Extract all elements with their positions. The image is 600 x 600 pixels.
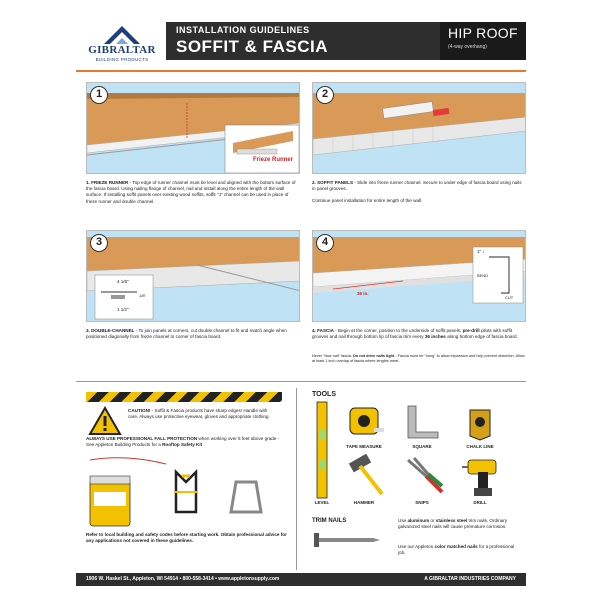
tool-label: HAMMER — [353, 500, 375, 505]
caution-text: CAUTION! - Soffit & Fascia products have sharp edges! Handle with care. Always use protective eyewear, gloves and appropriate clothing. — [128, 408, 270, 419]
dim-1-label: 1" ↕ — [477, 249, 485, 254]
tool-label: LEVEL — [314, 500, 330, 505]
warning-icon — [88, 406, 122, 436]
roof-type: HIP ROOF — [448, 25, 518, 41]
square-icon — [402, 402, 442, 442]
step-2-text-continued: Continue panel installation for entire length of the wall. — [312, 198, 423, 203]
footer-address: 1906 W. Haskel St., Appleton, WI 54914 • 800-558-3414 • www.appletonsupply.com — [86, 576, 280, 582]
refer-codes-text: Refer to local building and safety codes before starting work. Obtain professional advice for any applications not covered in these guidelines. — [86, 532, 287, 543]
dim-bend-label: BEND — [477, 273, 489, 278]
instruction-sheet — [76, 18, 526, 588]
tool-label: DRILL — [473, 500, 487, 505]
fall-protection-text: ALWAYS USE PROFESSIONAL FALL PROTECTION when working over 6 feet above grade - See Appleton Building Products for a Rooftop Safety Kit — [86, 436, 280, 447]
step-body: - Top edge of runner channel must be level and aligned with the bottom surface of the fascia board. Using nailing flange of channel, nail and install along the entire length of the wall surface. If installing soffit panels over existing wood soffits, soffit "J" channel can be used in place of frieze runner and double channel. — [86, 180, 296, 204]
dim-cut-label: CUT — [505, 295, 514, 300]
frieze-runner-callout: Frieze Runner — [253, 157, 294, 163]
step-number: 2 — [316, 86, 334, 104]
logo-subtitle: BUILDING PRODUCTS — [95, 57, 149, 62]
step-4-text: 4. FASCIA - Begin at the corner, position to the underside of soffit panels, pre-drill pilots with soffit grooves and nail through bottom lip of fascia trim every 36 inches along bottom edge of fascia board. — [312, 328, 518, 340]
logo — [82, 22, 162, 66]
step-body: - Slide into frieze runner channel. Secure to under edge of fascia board using nails in panel grooves. — [312, 180, 522, 192]
header-subtitle: INSTALLATION GUIDELINES — [176, 25, 310, 35]
step-2-illustration — [312, 82, 526, 174]
hammer-icon — [344, 454, 388, 498]
snips-icon — [402, 454, 446, 498]
page-title: SOFFIT & FASCIA — [176, 37, 328, 56]
overhang-note: (4-way overhang) — [448, 44, 487, 50]
step-label: 3. DOUBLE-CHANNEL — [86, 328, 135, 333]
logo-roof-icon — [82, 22, 162, 46]
step-3-illustration — [86, 230, 300, 322]
eave-soffit-panels-icon — [313, 83, 526, 174]
drill-icon — [460, 454, 504, 498]
trim-nails-text-1: Use aluminum or stainless steel trim nails. Ordinary galvanized steel nails will cause premature corrosion. — [398, 518, 508, 529]
tools-title: TOOLS — [312, 391, 336, 398]
footer-company: A GIBRALTAR INDUSTRIES COMPANY — [424, 576, 516, 582]
column-divider — [296, 388, 297, 570]
section-divider — [76, 381, 526, 382]
tape-measure-icon — [344, 402, 384, 442]
header-divider — [76, 70, 526, 72]
safety-kit-icon — [86, 452, 286, 532]
tool-label: CHALK LINE — [466, 444, 494, 449]
step-label: 1. FRIEZE RUNNER — [86, 180, 129, 185]
step-number: 1 — [90, 86, 108, 104]
dim-36-label: 36 in. — [357, 291, 369, 296]
step-label: 4. FASCIA — [312, 328, 334, 333]
step-2-text — [312, 180, 526, 192]
dim-label-2: 1 1/2" — [117, 307, 129, 312]
step-3-text — [86, 328, 300, 340]
tool-label: SNIPS — [415, 500, 429, 505]
fascia-install-icon — [313, 231, 526, 322]
logo-brand: GIBRALTAR — [88, 44, 156, 56]
step-body: - To join panels at corners, cut double channel to fit and match angle when positioned diagonally from frieze channel to corner of fascia board. — [86, 328, 287, 340]
step-4-illustration — [312, 230, 526, 322]
footer — [76, 573, 526, 586]
nail-icon — [312, 530, 382, 550]
dim-label-1: 4 1/8" — [117, 279, 129, 284]
trim-nails-title: TRIM NAILS — [312, 518, 347, 524]
step-4-note: Never "face nail" fascia. Do not drive nails tight - Fascia must be "hung" to allow expansion and help prevent distortion. Allow at least 1 inch overlap of fascia where lengths meet. — [312, 354, 525, 363]
roof-type-box — [440, 22, 526, 60]
tool-label: TAPE MEASURE — [346, 444, 382, 449]
tool-label: SQUARE — [412, 444, 432, 449]
step-label: 2. SOFFIT PANELS — [312, 180, 354, 185]
step-number: 4 — [316, 234, 334, 252]
level-icon — [312, 400, 332, 500]
chalk-line-icon — [460, 402, 500, 442]
hazard-stripe — [86, 392, 282, 402]
header — [76, 18, 526, 70]
step-1-illustration — [86, 82, 300, 174]
step-number: 3 — [90, 234, 108, 252]
step-1-text — [86, 180, 300, 205]
trim-nails-text-2: Use our Appleton color matched nails for a professional job. — [398, 544, 515, 555]
title-bar — [166, 22, 526, 60]
dim-label-3: 1/8" — [139, 293, 146, 298]
